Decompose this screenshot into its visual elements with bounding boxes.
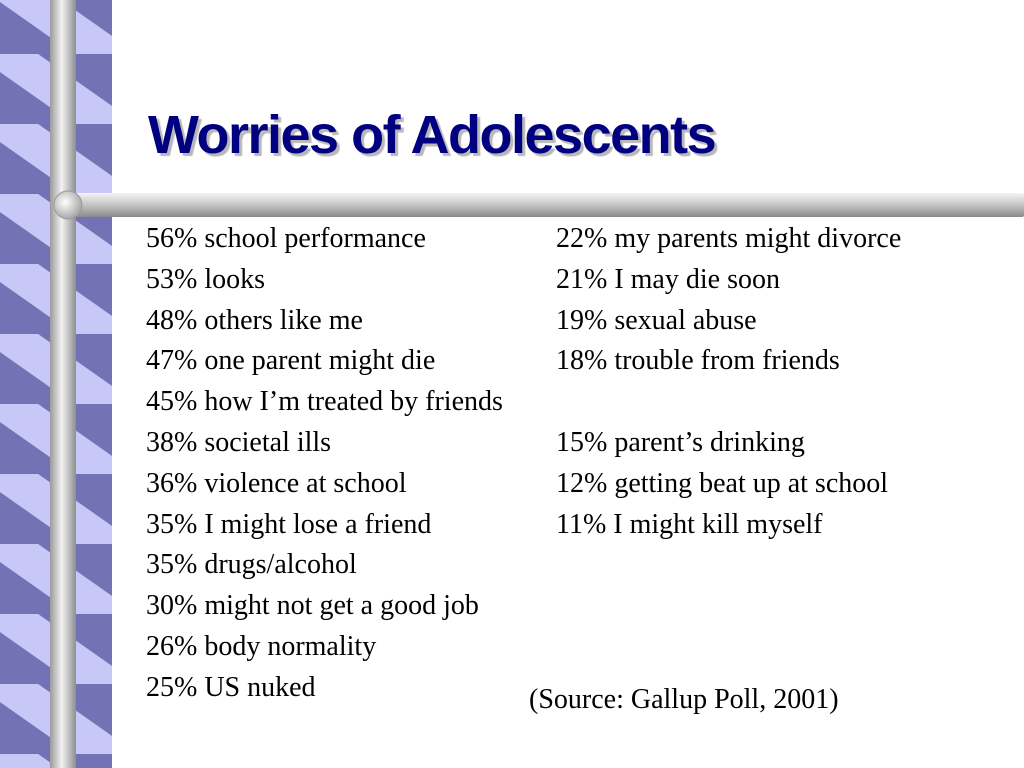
vertical-pole [50,0,76,768]
list-item: 56% school performance [146,223,426,254]
list-item: 11% I might kill myself [556,508,823,540]
list-item: 26% body normality [146,630,377,662]
list-item: 35% drugs/alcohol [146,549,357,581]
list-item: 19% sexual abuse [556,304,757,336]
list-item: 30% might not get a good job [146,590,479,622]
slide-title: Worries of Adolescents [148,105,716,165]
list-item: 21% I may die soon [556,263,780,295]
list-item: 18% trouble from friends [556,345,840,377]
title-underline-bar [66,193,1024,217]
joint-knob [54,191,82,219]
source-citation: (Source: Gallup Poll, 2001) [529,684,839,715]
list-item: 12% getting beat up at school [556,467,889,499]
worries-list-right [556,219,901,545]
list-item: 45% how I’m treated by friends [146,386,503,418]
list-item-spacer [556,382,901,423]
list-item: 22% my parents might divorce [556,223,902,254]
worries-list-left [146,219,503,709]
list-item: 48% others like me [146,304,363,336]
list-item: 47% one parent might die [146,345,436,377]
list-item: 53% looks [146,263,265,295]
list-item: 36% violence at school [146,467,407,499]
list-item: 35% I might lose a friend [146,508,432,540]
list-item: 38% societal ills [146,426,332,458]
list-item: 15% parent’s drinking [556,426,805,458]
list-item: 25% US nuked [146,671,316,703]
